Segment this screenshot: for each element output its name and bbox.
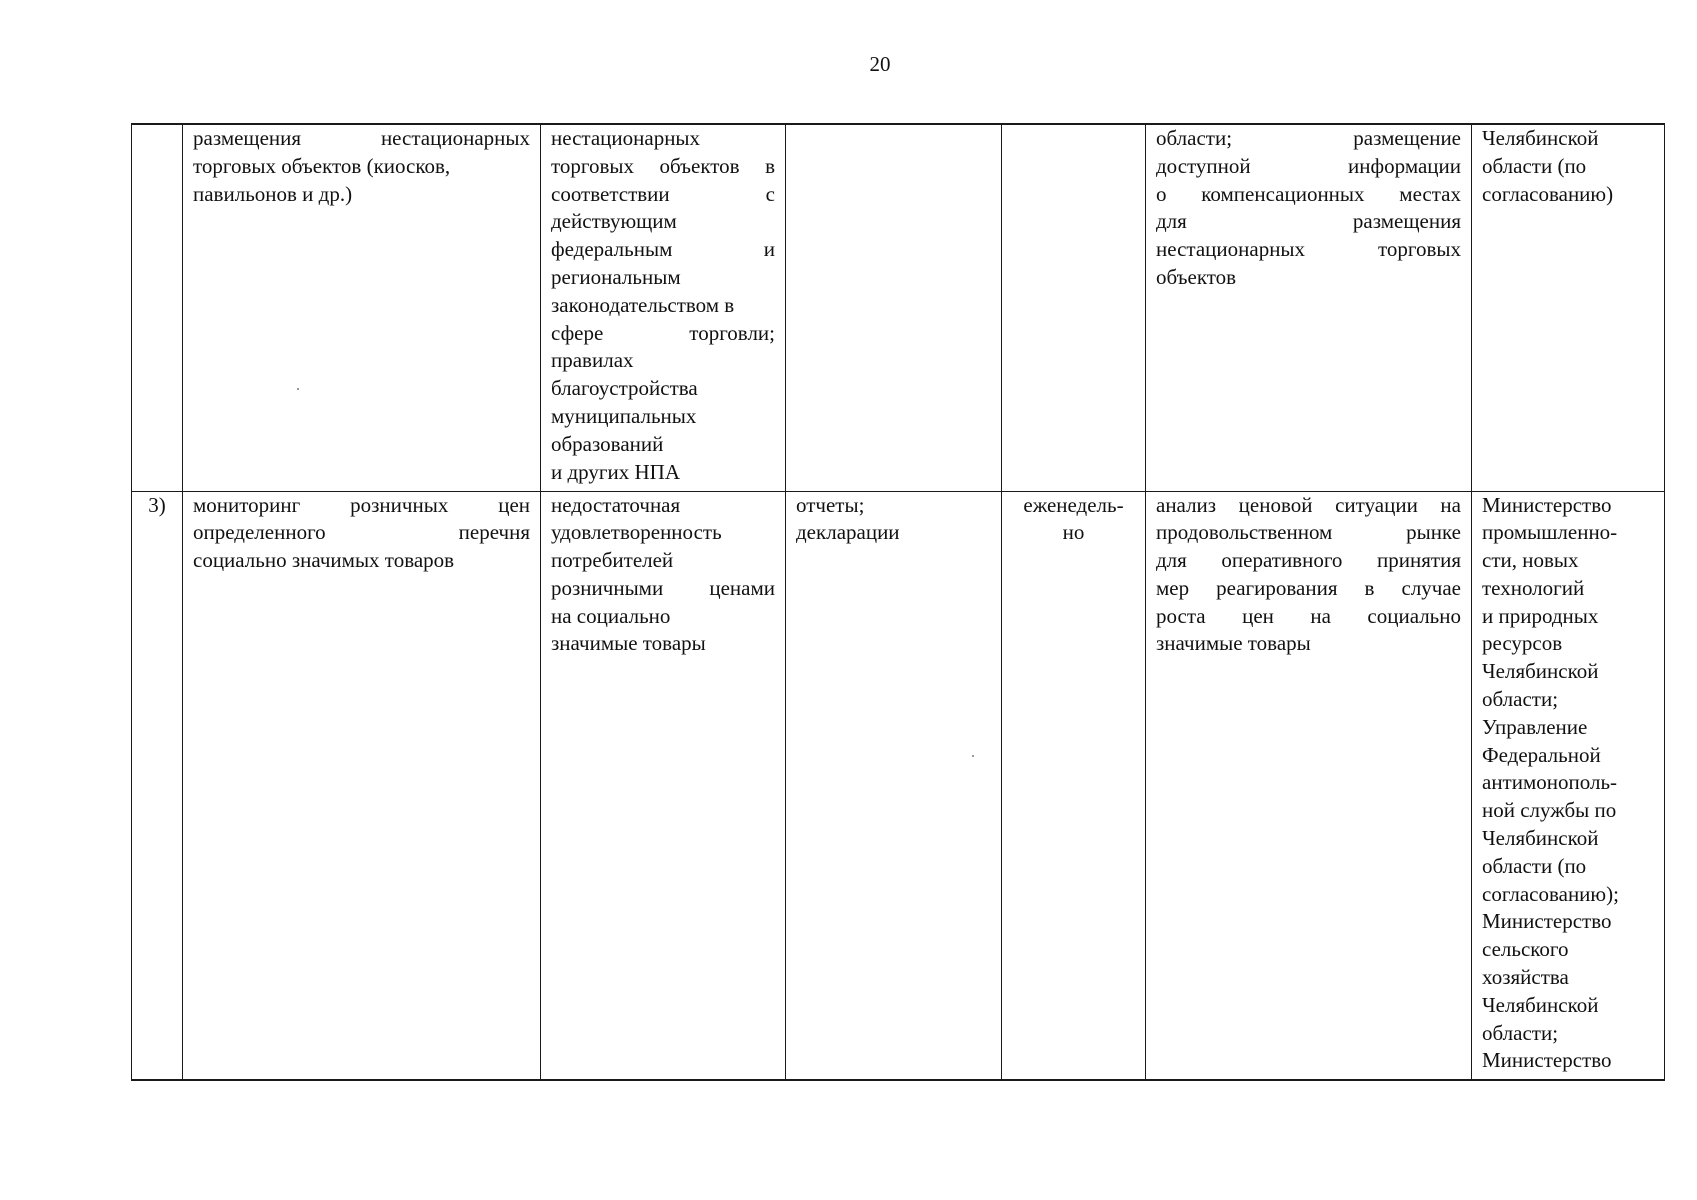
cell-line: области (по — [1482, 153, 1587, 178]
cell-line: отчеты; — [796, 492, 865, 517]
cell-line: еженедель- — [1023, 492, 1124, 517]
cell-line: региональным — [551, 264, 681, 289]
cell-line: торговых объектов в — [551, 153, 775, 178]
cell-number — [132, 124, 183, 491]
cell-line: анализ ценовой ситуации на — [1156, 492, 1461, 517]
cell-line: павильонов и др.) — [193, 181, 353, 206]
cell-line: недостаточная — [551, 492, 681, 517]
page-number: 20 — [869, 52, 891, 76]
cell-line: Министерство — [1482, 909, 1612, 934]
cell-line: ной службы по — [1482, 798, 1617, 823]
table-row — [132, 124, 1665, 491]
cell-executor — [1472, 491, 1665, 1080]
cell-line: области (по — [1482, 853, 1587, 878]
cell-line: действующим — [551, 209, 677, 234]
cell-line: согласованию) — [1482, 181, 1614, 206]
cell-line: розничными ценами — [551, 575, 775, 600]
cell-line: Челябинской — [1482, 659, 1599, 684]
cell-line: муниципальных — [551, 403, 697, 428]
cell-period — [1002, 124, 1146, 491]
cell-line: хозяйства — [1482, 965, 1569, 990]
cell-line: сфере торговли; — [551, 320, 775, 345]
cell-line: для размещения — [1156, 209, 1461, 234]
cell-line: области; размещение — [1156, 126, 1461, 150]
cell-line: технологий — [1482, 575, 1585, 600]
cell-problem — [541, 491, 786, 1080]
cell-line: области; — [1482, 1020, 1559, 1045]
cell-line: законодательством в — [551, 292, 735, 317]
cell-number: 3) — [132, 491, 183, 1080]
cell-measure — [183, 491, 541, 1080]
cell-result — [1146, 124, 1472, 491]
cell-line: роста цен на социально — [1156, 603, 1461, 628]
cell-line: для оперативного принятия — [1156, 548, 1461, 573]
cell-line: образований — [551, 431, 664, 456]
cell-line: сельского — [1482, 937, 1569, 962]
cell-line: нестационарных — [551, 126, 701, 150]
cell-executor — [1472, 124, 1665, 491]
cell-line: и других НПА — [551, 459, 680, 484]
cell-line: мониторинг розничных цен — [193, 492, 530, 517]
cell-line: декларации — [796, 520, 900, 545]
cell-line: сти, новых — [1482, 548, 1579, 573]
cell-line: Управление — [1482, 714, 1588, 739]
cell-line: о компенсационных местах — [1156, 181, 1461, 206]
cell-line: объектов — [1156, 264, 1237, 289]
cell-form — [786, 491, 1002, 1080]
cell-line: области; — [1482, 687, 1559, 712]
cell-line: благоустройства — [551, 376, 698, 401]
cell-line: промышленно- — [1482, 520, 1618, 545]
cell-line: Челябинской — [1482, 826, 1599, 851]
cell-line: продовольственном рынке — [1156, 520, 1461, 545]
cell-line: антимонополь- — [1482, 770, 1618, 795]
cell-line: нестационарных торговых — [1156, 237, 1461, 262]
cell-line: федеральным и — [551, 237, 775, 262]
cell-line: торговых объектов (киосков, — [193, 153, 451, 178]
cell-line: Челябинской — [1482, 992, 1599, 1017]
cell-line: значимые товары — [1156, 631, 1311, 656]
cell-line: мер реагирования в случае — [1156, 575, 1461, 600]
cell-line: Федеральной — [1482, 742, 1601, 767]
scan-artifact — [297, 388, 299, 390]
cell-line: ресурсов — [1482, 631, 1563, 656]
cell-line: доступной информации — [1156, 153, 1461, 178]
cell-problem — [541, 124, 786, 491]
cell-line: значимые товары — [551, 631, 706, 656]
cell-line: Министерство — [1482, 492, 1612, 517]
cell-period — [1002, 491, 1146, 1080]
cell-line: Министерство — [1482, 1048, 1612, 1073]
cell-line: социально значимых товаров — [193, 548, 455, 573]
cell-line: но — [1062, 520, 1085, 545]
cell-form — [786, 124, 1002, 491]
cell-result — [1146, 491, 1472, 1080]
cell-line: размещения нестационарных — [193, 126, 530, 150]
cell-line: и природных — [1482, 603, 1599, 628]
scan-artifact — [972, 755, 974, 757]
cell-line: на социально — [551, 603, 671, 628]
cell-line: определенного перечня — [193, 520, 530, 545]
cell-line: согласованию); — [1482, 881, 1619, 906]
cell-line: удовлетворенность — [551, 520, 722, 545]
cell-line: Челябинской — [1482, 126, 1599, 150]
table-row — [132, 491, 1665, 1080]
cell-measure — [183, 124, 541, 491]
cell-line: потребителей — [551, 548, 674, 573]
cell-line: правилах — [551, 348, 634, 373]
cell-line: соответствии с — [551, 181, 775, 206]
measures-table — [131, 123, 1665, 1081]
